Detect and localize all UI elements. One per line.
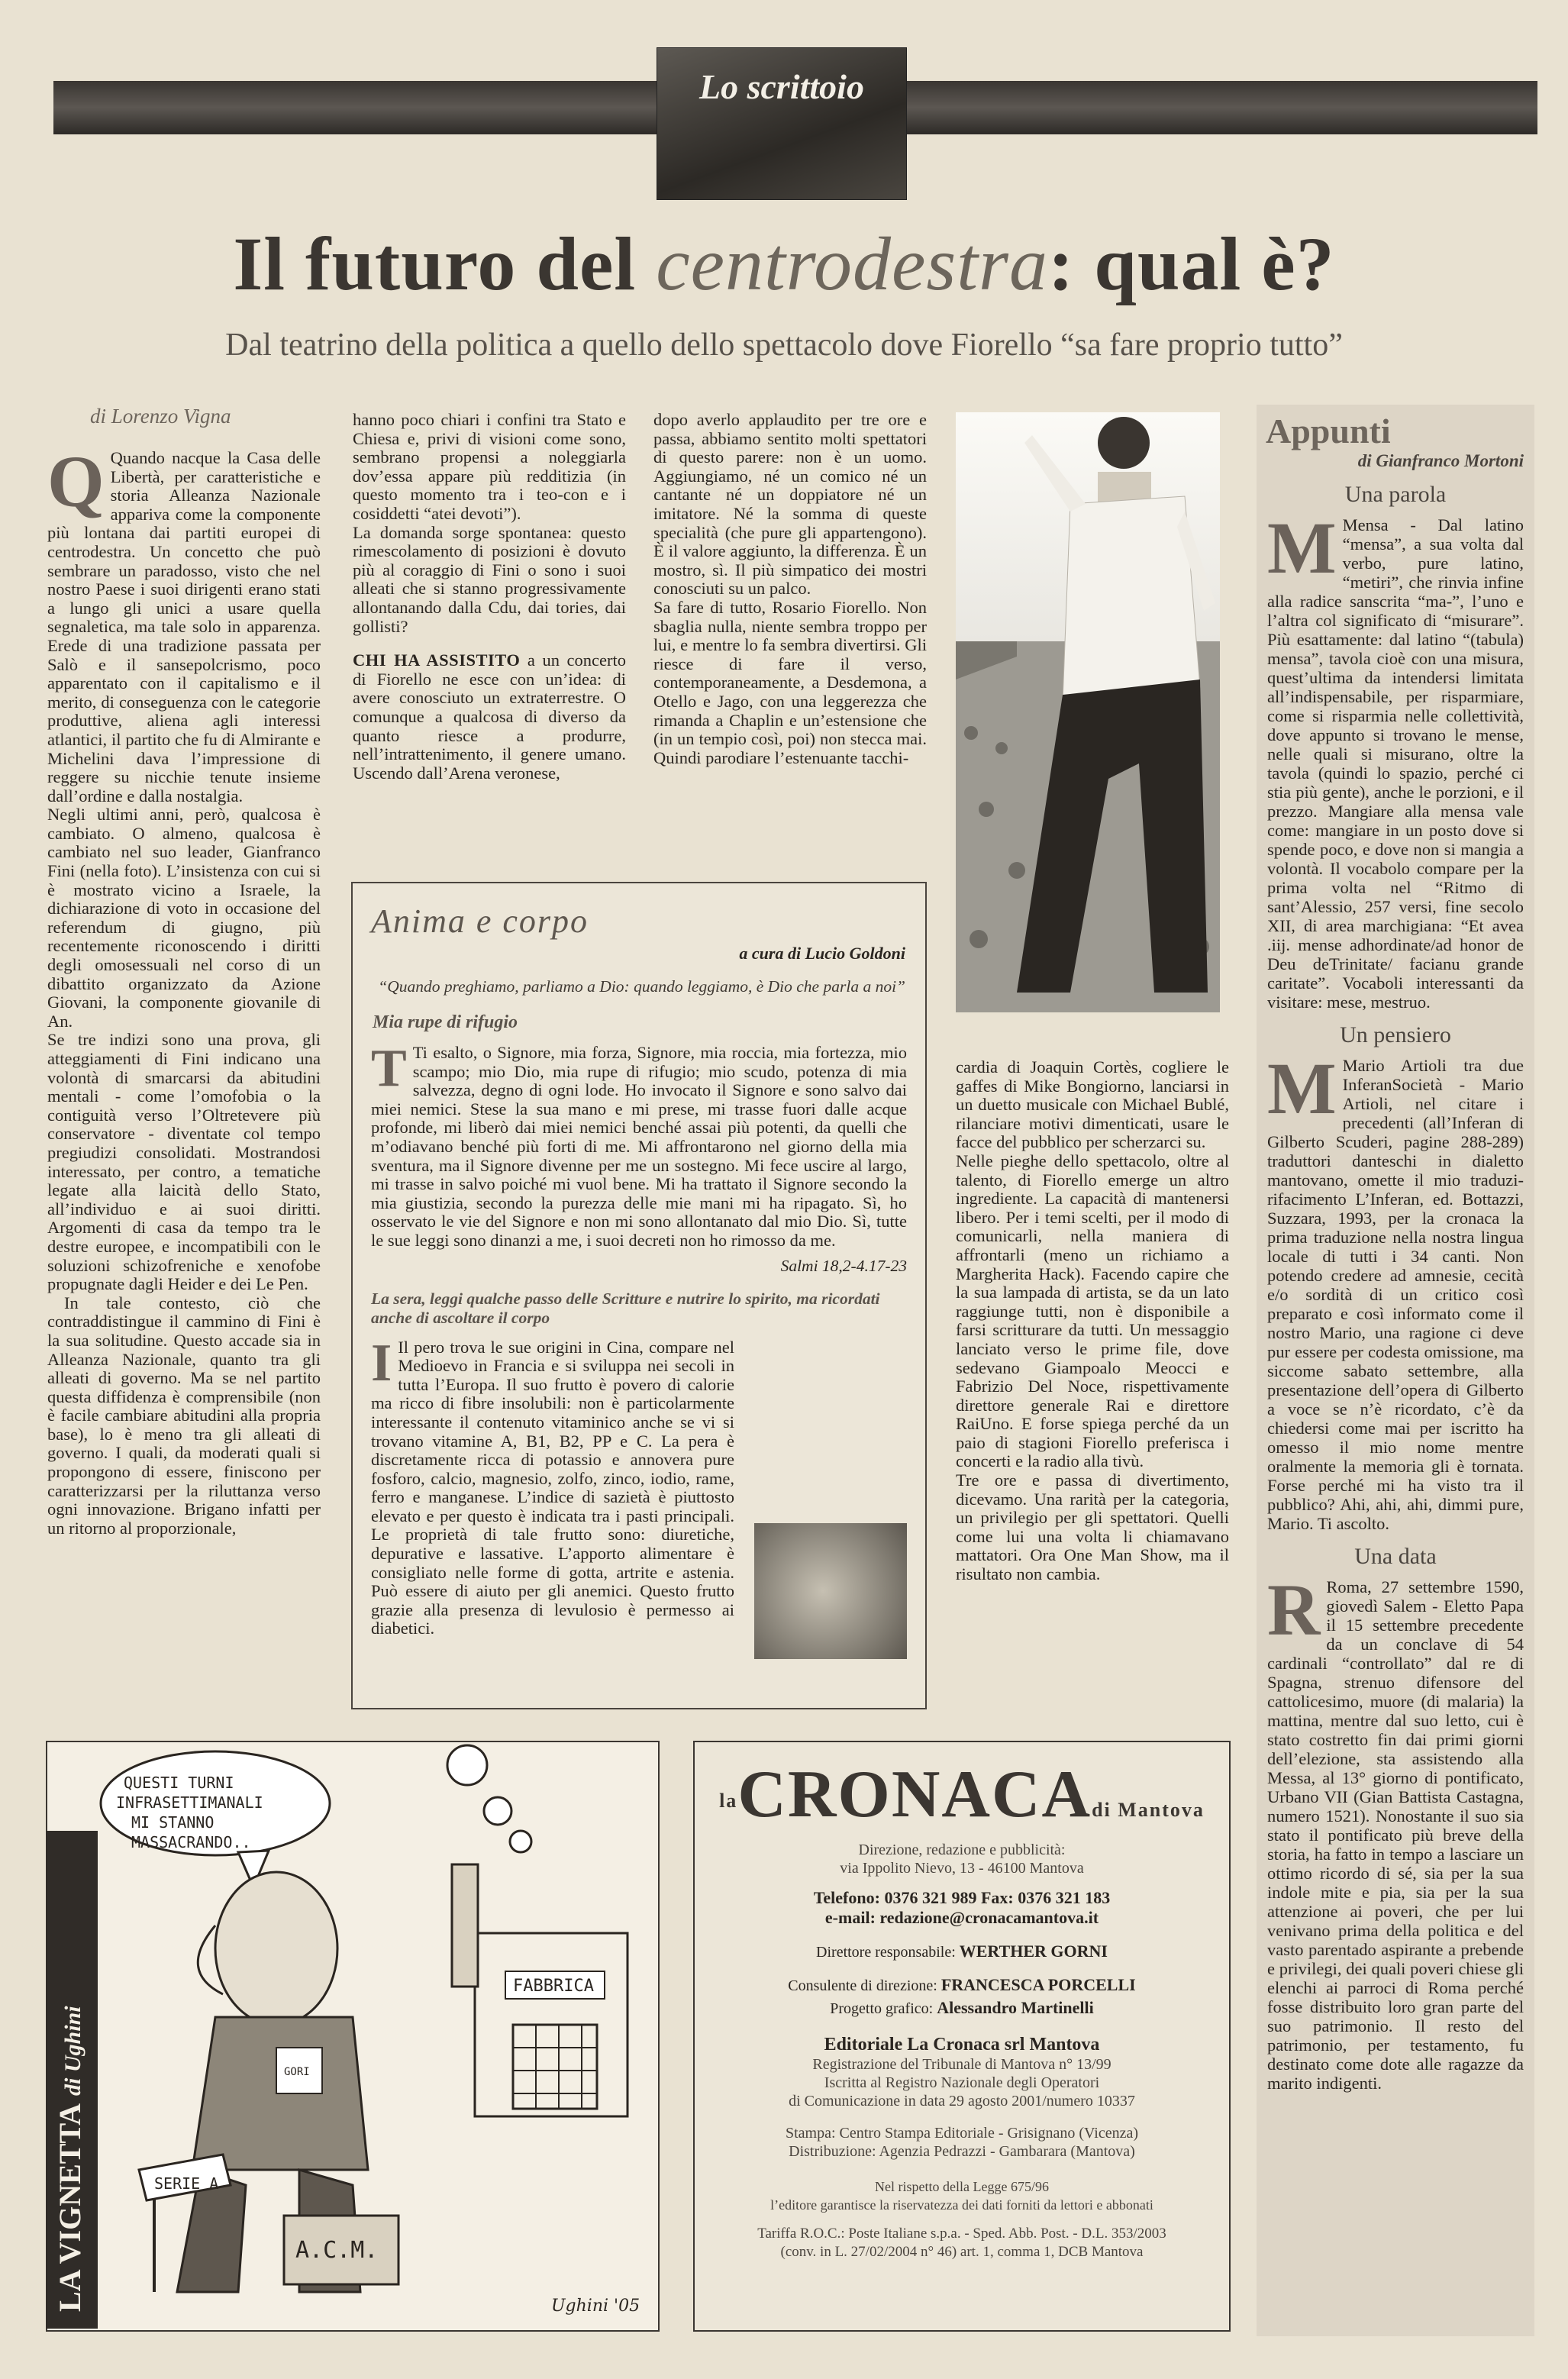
consultant: Consulente di direzione: FRANCESCA PORCELLI [788,1975,1136,1994]
badge-text: GORI [284,2066,310,2078]
appunti-author: di Gianfranco Mortoni [1357,451,1524,470]
masthead-box [693,1741,1231,2332]
paragraph: Negli ultimi anni, però, qualcosa è cambiato. O almeno, qualcosa è cambiato nel suo leader, Gianfranco Fini (nella foto). L’insistenza con cui si è mostrato vicino a Israele, la dichiarazione di voto in occasione del referendum di giugno, più recentemente riconoscendo i diritti degli omosessuali nel corso di un dibattito organizzato da Azione Giovani, la componente giovanile di An. [47,805,321,1031]
section-label: Lo scrittoio [699,67,864,106]
fiorello-photo [956,412,1220,1012]
masthead-logo: laCRONACAdi Mantova [719,1758,1205,1832]
anima-title: Anima e corpo [371,902,589,940]
publisher: Editoriale La Cronaca srl Mantova [824,2035,1100,2055]
anima-section1-title: Mia rupe di rifugio [373,1012,518,1032]
article-column-1 [47,449,321,1709]
postal-tariff: (conv. in L. 27/02/2004 n° 46) art. 1, comma 1, DCB Mantova [780,2244,1144,2260]
privacy-note: Nel rispetto della Legge 675/96 [875,2179,1049,2194]
email-line: e-mail: redazione@cronacamantova.it [824,1908,1099,1927]
privacy-note: l’editore garantisce la riservatezza dei dati forniti da lettori e abbonati [770,2197,1153,2213]
phone-fax: Telefono: 0376 321 989 Fax: 0376 321 183 [813,1888,1111,1907]
cartoon-tab [46,1831,98,2329]
anima-section2-title: La sera, leggi qualche passo delle Scritture e nutrire lo spirito, ma ricordati anche di ascoltare il corpo [371,1289,880,1327]
address-line: Direzione, redazione e pubblicità: [858,1842,1066,1858]
postal-tariff: Tariffa R.O.C.: Poste Italiane s.p.a. - Sped. Abb. Post. - D.L. 353/2003 [757,2226,1166,2242]
graphic-design: Progetto grafico: Alessandro Martinelli [830,1998,1094,2017]
paragraph: Nelle pieghe dello spettacolo, oltre al talento, di Fiorello emerge un altro ingrediente. La capacità di mantenersi libero. Per i temi scelti, per il modo di comunicarli, nella maniera di affrontarli (meno un richiamo a Margherita Hack). Facendo capire che la sua lampada di artista, se da un lato raggiunge tutti, non è disponibile a farsi scritturare da tutti. Un messaggio lanciato verso le prime file, dove sedevano Giampoalo Meocci e Fabrizio Del Noce, rispettivamente direttore generale Rai e direttore RaiUno. E forse spiega perché da un paio di stagioni Fiorello preferisca i concerti e la radio alla tivù. [956,1151,1229,1471]
address-line: via Ippolito Nievo, 13 - 46100 Mantova [840,1860,1084,1877]
appunti-section-title: Una data [1354,1544,1437,1569]
signpost-text: SERIE A [154,2174,219,2193]
paragraph: CHI HA ASSISTITO a un concerto di Fiorello ne esce con un’idea: di avere conosciuto un extraterrestre. O comunque a qualcosa di diverso da quanto riesce a produrre, nell’intrattenimento, il genere umano. Uscendo dall’Arena veronese, [353,650,626,783]
speech-line: QUESTI TURNI [124,1774,234,1792]
paragraph: dopo averlo applaudito per tre ore e passa, abbiamo sentito molti spettatori di questo parere: non è un uomo. Aggiungiamo, né un comico né un cantante né un doppiatore né un imitatore. Né la somma di queste specialità (che pure gli appartengono). È il valore aggiunto, la differenza. È un mostro, sì. Il più simpatico dei mostri conosciuti su un palco. [653,411,927,599]
paragraph: Se tre indizi sono una prova, gli atteggiamenti di Fini indicano una volontà di smarcarsi da abitudini mentali - come l’omofobia o la contiguità verso l’Oltretevere più conservatore - diventate col tempo pregiudizi consolidati. Mostrandosi interessato, per contro, a tematiche legate alla laicità dello Stato, all’individuo e ai suoi diritti. Argomenti di casa da tempo tra le destre europee, e incompatibili con le soluzioni schizofreniche e xenofobe propugnate dagli Heider e dei Le Pen. [47,1030,321,1294]
pear-photo [754,1523,907,1659]
registration: Registrazione del Tribunale di Mantova n° 13/99 [812,2056,1111,2073]
registration: di Comunicazione in data 29 agosto 2001/numero 10337 [789,2093,1135,2109]
appunti-section-text: M Mensa - Dal latino “mensa”, a sua volta dal verbo, pure latino, “metiri”, che rinvia infine alla radice sanscrita “ma-”, l’uno e l’altra col significato di “misurare”. Più esattamente: dal latino “(tabula) mensa”, tavola cioè con una misura, quest’ultima da intendersi limitata all’indispensabile, per risparmiare, come si risparmia nelle collettività, dove appunto si trovano le mense, nelle quali si misurano, oltre la tavola (quindi lo spazio, perché ci stia più gente), anche le porzioni, e il prezzo. Mangiare alla mensa vale come: mangiare in un posto dove si spende poco, e dove non si mangia a volontà. Il vocabolo compare per la prima volta nel “Ritmo di sant’Alessio, 257 versi, fine secolo XII, di area marchigiana: “Et avea .iij. mense adhordinate/ad honor de Deu deTrinitate/ facianu grande caritate”. Vocaboli interessanti da visitare: mese, mestruo. [1267,515,1524,1012]
paragraph: In tale contesto, ciò che contraddistingue il cammino di Fini è la sua solitudine. Questo accade sia in Alleanza Nazionale, quanto tra gli alleati di governo. Ma se nel partito questa diffidenza è comprensibile (non è facile cambiare abitudini alla propria base), lo è meno tra gli alleati di governo. I quali, da moderati quali si propongono di essere, finiscono per caratterizzarsi per la riluttanza verso ogni innovazione. Brigano infatti per un ritorno al proporzionale, [47,1293,321,1538]
registration: Iscritta al Registro Nazionale degli Operatori [824,2074,1100,2091]
factory-sign: FABBRICA [513,1977,594,1996]
paragraph: La domanda sorge spontanea: questo rimescolamento di posizioni è dovuto più al coraggio di Fini o sono i suoi alleati che si stanno progressivamente allontanando dalla Cdu, dai tories, dai gollisti? [353,522,626,636]
drop-cap: Q [47,449,105,522]
appunti-section-title: Un pensiero [1340,1022,1451,1047]
anima-section2-text: I Il pero trova le sue origini in Cina, compare nel Medioevo in Francia e si sviluppa nei secoli in tutta l’Europa. Il suo frutto è povero di calorie ma ricco di fibre insolubili: non è particolarmente interessante il contenuto vitaminico anche se vi si trovano vitamine A, B1, B2, PP e C. La pera è discretamente ricca di potassio e annovera pure fosforo, calcio, magnesio, zolfo, zinco, iodio, rame, ferro e manganese. L’indice di sazietà è piuttosto elevato e per questo è indicata tra i pasti principali. Le proprietà di tale frutto sono: diuretiche, depurative e lassative. L’apporto alimentare è consigliato nelle forme di gotta, artrite e astenia. Può essere di aiuto per gli anemici. Questo frutto grazie alla presenza di levulosio è permesso ai diabetici. [371,1338,734,1638]
cartoon-tab-label: LA VIGNETTA di Ughini [53,2006,87,2312]
paragraph: cardia di Joaquin Cortès, cogliere le gaffes di Mike Bongiorno, lanciarsi in un duetto musicale con Michael Bublé, rilanciare motivi dimenticati, usare le facce del pubblico per scherzarci su. [956,1058,1229,1152]
appunti-section-text: M Mario Artioli tra due InferanSocietà - Mario Artioli, nel citare i precedenti (all’Inferan di Gilberto Scuderi, pagine 288-289) traduttori danteschi in dialetto mantovano, omette il mio traduzi-rifacimento L’Inferan, ed. Bottazzi, Suzzara, 1993, per la cronaca la prima traduzione nella nostra lingua locale di tutti i 34 canti. Non potendo credere ad amnesie, cecità e/o sordità di un critico così preparato e così informato come il nostro Mario, una ragione ci deve pur essere per codesta omissione, ma siccome sabato settembre, alla presentazione dell’opera di Gilberto a voce se n’è ricordato, c’è da chiedersi come mai per iscritto ha omesso il mio nome mentre oralmente la memoria gli è tornata. Forse perché mi ha visto tra il pubblico? Ahi, ahi, ahi, dimmi pure, Mario. Ti ascolto. [1267,1056,1524,1533]
cartoon-drawing [47,1742,658,2330]
paragraph: Quando nacque la Casa delle Libertà, per caratteristiche e storia Alleanza Nazionale appariva come la componente più lontana dai partiti europei di centrodestra. Un concetto che può sembrare un paradosso, visto che nel nostro Paese i suoi dirigenti erano stati a lungo gli unici a usare quella segnaletica, ma tale solo in apparenza. Erede di una tradizione passata per Salò e il sansepolcrismo, poco apparentato con il capitalismo e il merito, di conseguenza con le categorie produttive, aliena agli interessi atlantici, il partito che fu di Almirante e Michelini dava l’impressione di reggere su nicchie tenute insieme dall’ordine e dalla nostalgia. [47,449,321,805]
distribution-info: Distribuzione: Agenzia Pedrazzi - Gambarara (Mantova) [789,2143,1135,2160]
article-column-2 [353,411,626,854]
appunti-section-text: R Roma, 27 settembre 1590, giovedì Salem - Eletto Papa il 15 settembre precedente da un conclave di 54 cardinali “controllato” dal re di Spagna, strenuo difensore del cattolicesimo, muore (di malaria) la mattina, mentre dal suo letto, cui è stato costretto fin dai primi giorni dell’elezione, sta assistendo alla Messa, al 13° giorno di pontificato, Urbano VII (Gian Battista Castagna, numero 1521). Nonostante il suo sia stato il pontificato più breve della storia, ha fatto in tempo a lasciare un ottimo ricordo di sé, sia per la sua indole mite e pia, sia per la sua attenzione ai poveri, che per lui venivano prima della politica e del vasto parentado aspirante a prebende e privilegi, dei quali poveri chiese gli elenchi ai parroci di Roma perché fosse distribuito loro gran parte del suo patrimonio. Il resto del patrimonio, per testamento, fu destinato come dote alle ragazze da marito indigenti. [1267,1577,1524,2093]
cartoon-signature: Ughini '05 [551,2297,640,2316]
bag-text: A.C.M. [295,2237,379,2264]
cartoon-box [46,1741,660,2332]
director: Direttore responsabile: WERTHER GORNI [816,1942,1108,1961]
article-column-3 [653,411,927,854]
article-byline: di Lorenzo Vigna [90,405,231,428]
subheadline: Dal teatrino della politica a quello dello spettacolo dove Fiorello “sa fare proprio tutto” [225,328,1343,363]
anima-curator: a cura di Lucio Goldoni [739,944,905,963]
appunti-section-title: Una parola [1344,482,1447,507]
print-info: Stampa: Centro Stampa Editoriale - Grisignano (Vicenza) [786,2125,1138,2142]
article-column-3b [956,1058,1229,1709]
headline: Il futuro del centrodestra: qual è? [233,221,1335,306]
anima-e-corpo-box [351,882,927,1709]
anima-section1-ref: Salmi 18,2-4.17-23 [780,1256,907,1275]
anima-quote: “Quando preghiamo, parliamo a Dio: quando leggiamo, è Dio che parla a noi” [378,977,905,996]
appunti-title: Appunti [1266,412,1391,450]
appunti-column [1257,405,1534,2336]
svg-text:QUESTI TURNI INFRASETTIM: QUESTI TURNI INFRASETTIMANALI MI STANNO MASSACRANDO.. [116,1774,263,1851]
section-label-box [657,47,907,200]
paragraph: Tre ore e passa di divertimento, dicevamo. Una rarità per la categoria, un privilegio per gli spettatori. Quelli come lui una volta li chiamavano mattatori. Ora One Man Show, ma il risultato non cambia. [956,1470,1229,1584]
paragraph: Sa fare di tutto, Rosario Fiorello. Non sbaglia nulla, niente sembra troppo per lui, e mentre lo fa sembra divertirsi. Gli riesce di fare il verso, contemporaneamente, a Desdemona, a Otello e Jago, con una leggerezza che rimanda a Chaplin e un’estensione che (in un tempio così, poi) non stecca mai. Quindi parodiare l’estenuante tacchi- [653,597,927,767]
anima-section1-text: T Ti esalto, o Signore, mia forza, Signore, mia roccia, mia fortezza, mio scampo; mio Dio, mia rupe di rifugio; mio scudo, potenza di mia salvezza, degno di ogni lode. Ho invocato il Signore e sono salvo dai miei nemici. Stese la sua mano e mi prese, mi trasse fuori dalle acque profonde, mi liberò dai miei nemici benché assai più potenti, da quelli che m’odiavano benché più forti di me. Mi affrontarono nel giorno della mia sventura, ma il Signore divenne per me un sostegno. Mi fece uscire al largo, mi trasse in salvo poiché mi vuol bene. Mi ha trattato il Signore secondo la mia giustizia, secondo la purezza delle mie mani mi ha ripagato. Sì, ho osservato le vie del Signore e non mi sono allontanato dal mio Dio. Sì, tutte le sue leggi sono dinanzi a me, i suoi decreti non ho rimosso da me. [371,1044,907,1250]
paragraph: hanno poco chiari i confini tra Stato e Chiesa e, privi di visioni come sono, sembrano propensi a noleggiarla dov’essa appare più redditizia (in questo momento tra i teo-con e i cosiddetti “atei devoti”). [353,411,626,523]
